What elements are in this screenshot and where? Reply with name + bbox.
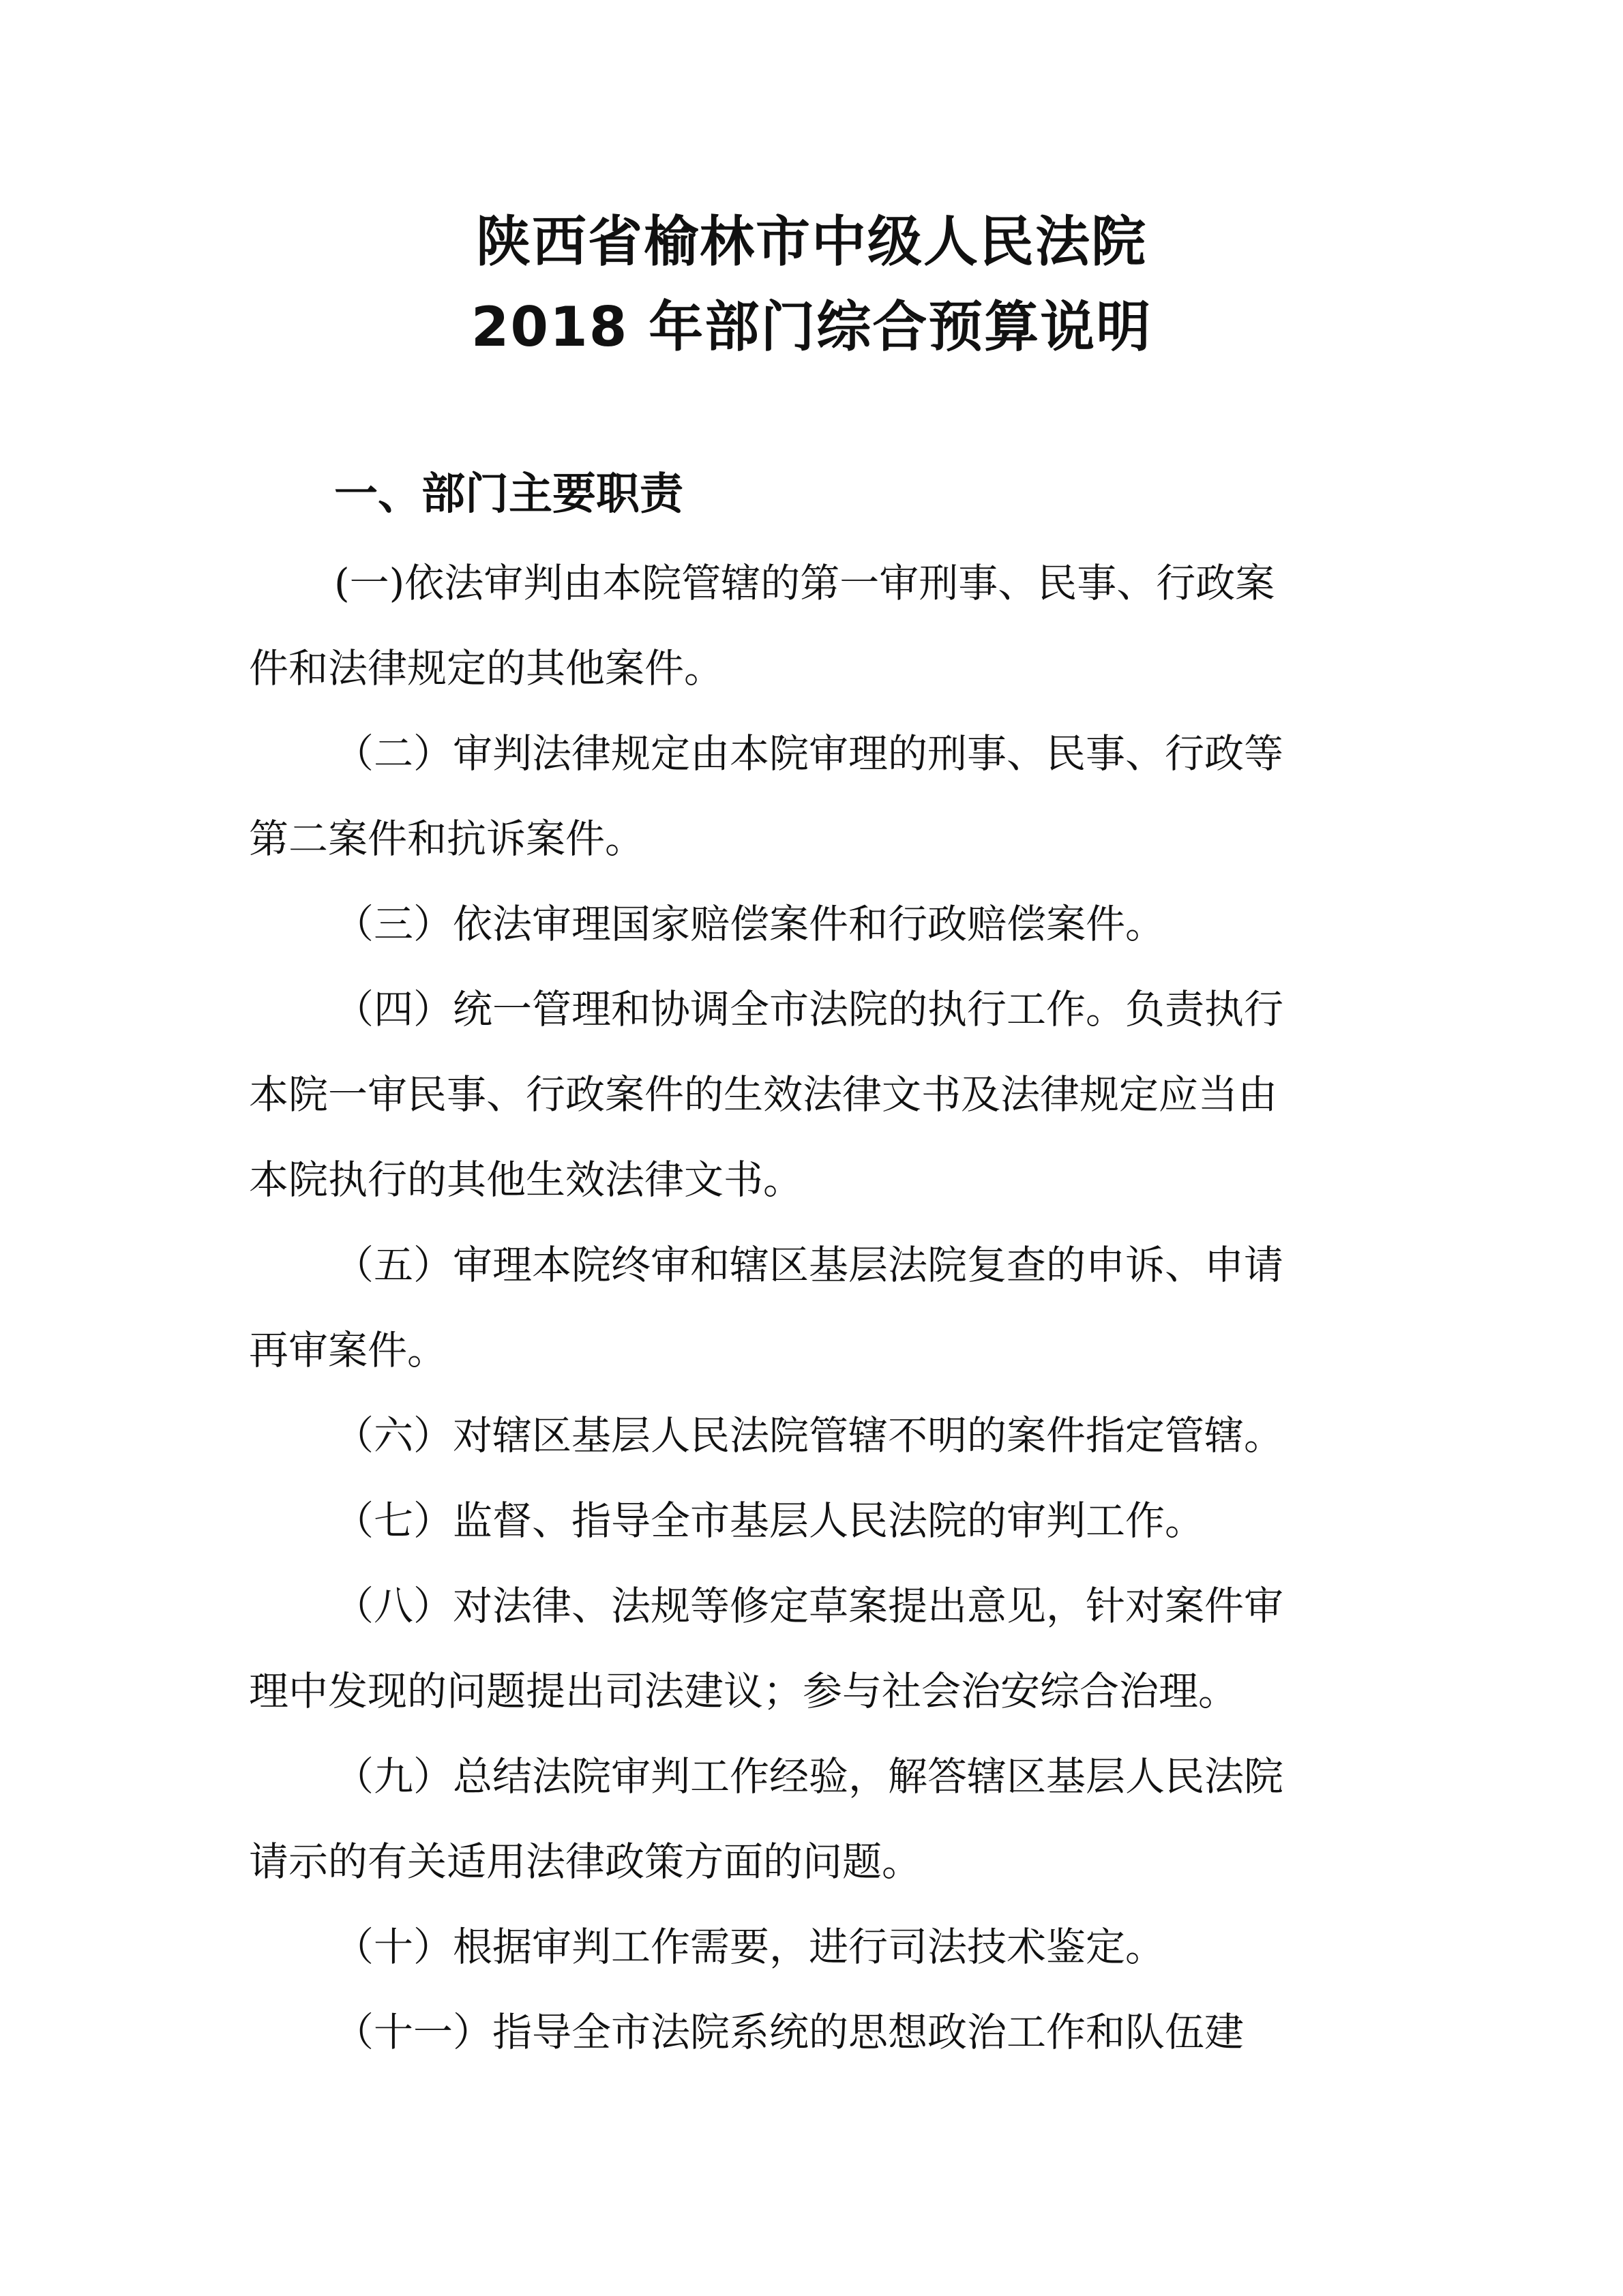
paragraph-line: 第二案件和抗诉案件。 bbox=[249, 816, 645, 862]
paragraph-line: （十一）指导全市法院系统的思想政治工作和队伍建 bbox=[334, 2009, 1245, 2055]
paragraph-line: （八）对法律、法规等修定草案提出意见，针对案件审 bbox=[334, 1583, 1284, 1629]
paragraph-line: （三）依法审理国家赔偿案件和行政赔偿案件。 bbox=[334, 901, 1165, 947]
paragraph-line: 请示的有关适用法律政策方面的问题。 bbox=[249, 1838, 922, 1885]
paragraph-line: （二）审判法律规定由本院审理的刑事、民事、行政等 bbox=[334, 730, 1284, 777]
paragraph-line: 理中发现的问题提出司法建议；参与社会治安综合治理。 bbox=[249, 1668, 1238, 1714]
document-title-line-1: 陕西省榆林市中级人民法院 bbox=[476, 210, 1147, 273]
paragraph-line: （五）审理本院终审和辖区基层法院复查的申诉、申请 bbox=[334, 1242, 1284, 1288]
section-heading-main-duties: 一、部门主要职责 bbox=[334, 469, 683, 520]
paragraph-line: (一)依法审判由本院管辖的第一审刑事、民事、行政案 bbox=[334, 560, 1275, 606]
paragraph-line: 件和法律规定的其他案件。 bbox=[249, 645, 724, 691]
paragraph-line: （十）根据审判工作需要，进行司法技术鉴定。 bbox=[334, 1924, 1165, 1970]
paragraph-line: 本院执行的其他生效法律文书。 bbox=[249, 1157, 803, 1203]
paragraph-line: （九）总结法院审判工作经验，解答辖区基层人民法院 bbox=[334, 1753, 1284, 1800]
paragraph-line: （六）对辖区基层人民法院管辖不明的案件指定管辖。 bbox=[334, 1412, 1284, 1459]
paragraph-line: 再审案件。 bbox=[249, 1327, 447, 1373]
paragraph-line: 本院一审民事、行政案件的生效法律文书及法律规定应当由 bbox=[249, 1071, 1278, 1118]
paragraph-line: （四）统一管理和协调全市法院的执行工作。负责执行 bbox=[334, 986, 1284, 1032]
document-title-line-2: 2018 年部门综合预算说明 bbox=[471, 295, 1152, 359]
paragraph-line: （七）监督、指导全市基层人民法院的审判工作。 bbox=[334, 1497, 1205, 1544]
